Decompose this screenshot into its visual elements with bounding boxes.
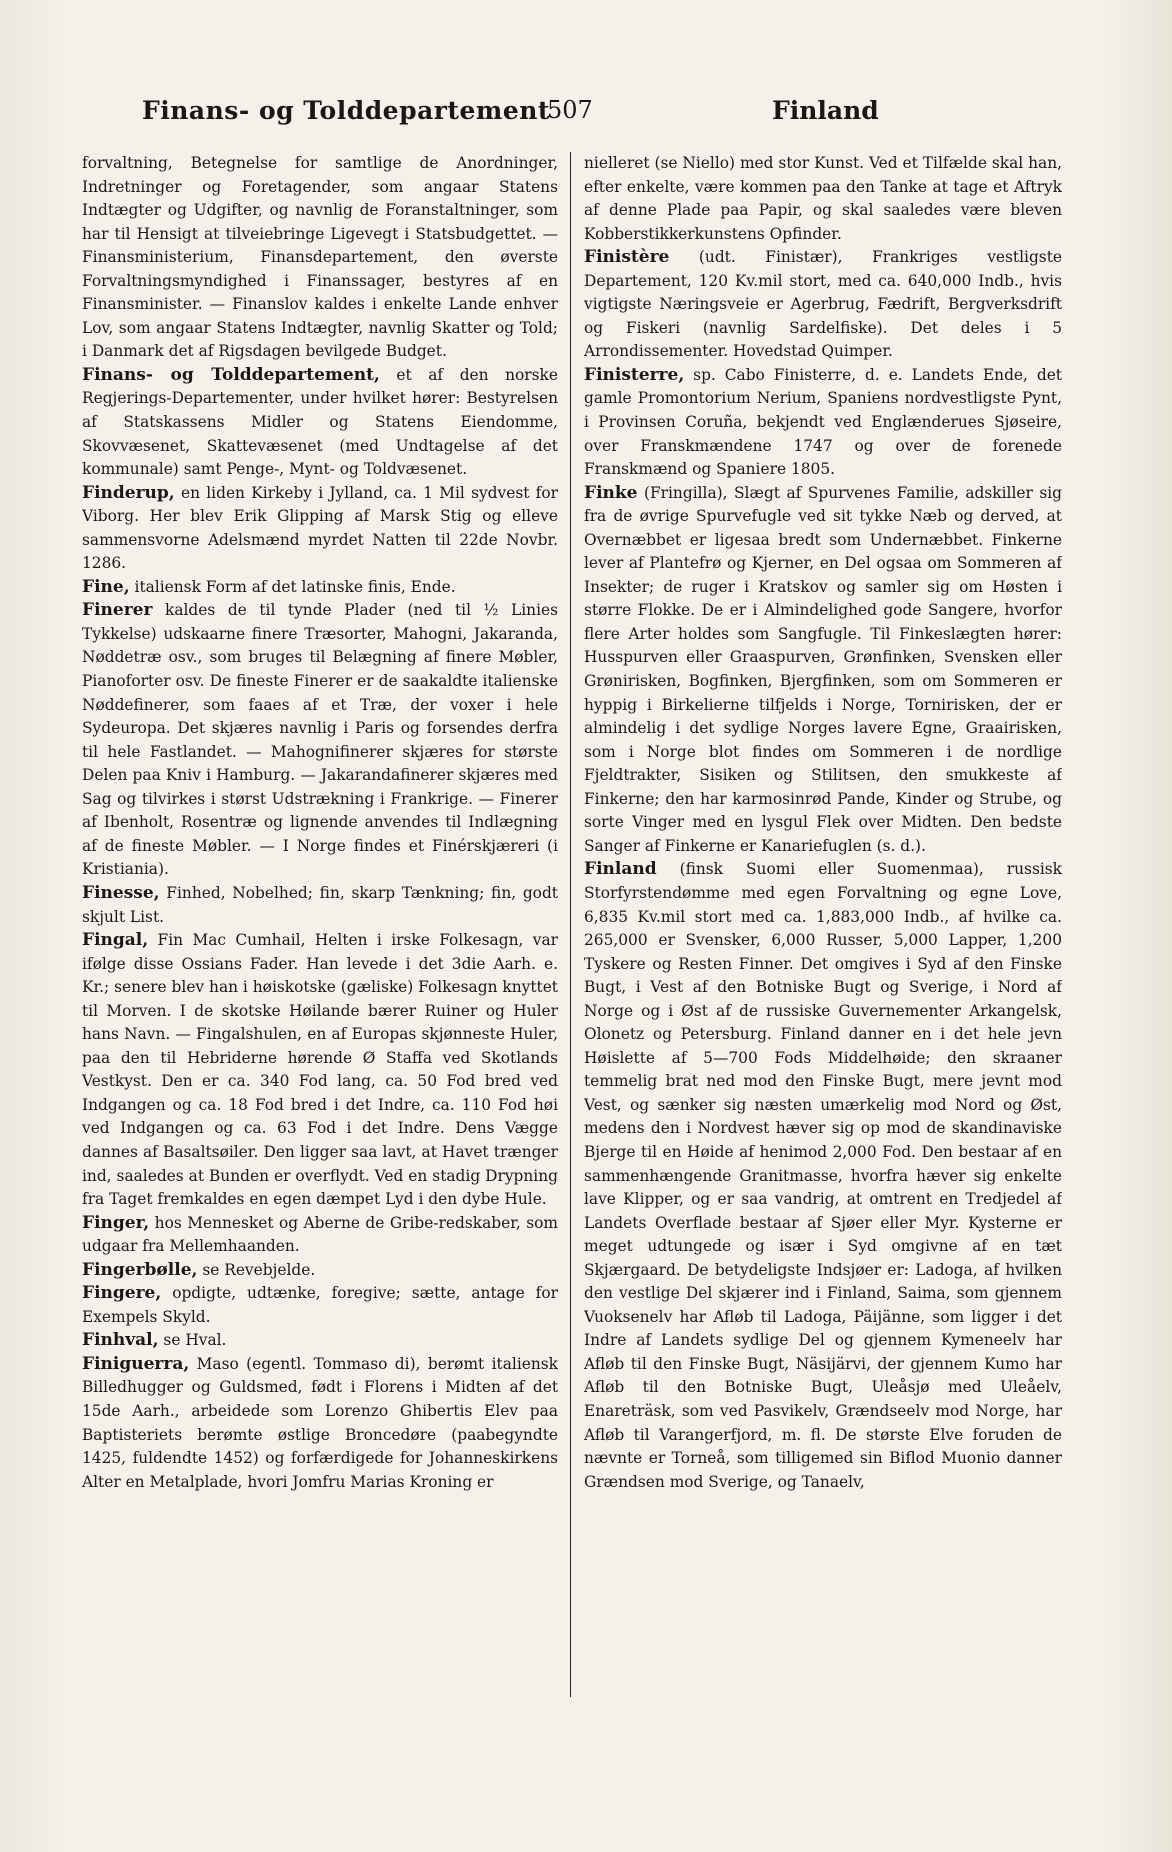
- entry-text: opdigte, udtænke, foregive; sætte, antage for Exempels Skyld.: [82, 1284, 558, 1326]
- header-right-title: Finland: [772, 96, 879, 125]
- entry-headword: Finerer: [82, 600, 153, 621]
- entry-text: Finhed, Nobelhed; fin, skarp Tænkning; fin, godt skjult List.: [82, 883, 558, 926]
- header-left-title: Finans- og Tolddepartement: [142, 96, 550, 125]
- entry-text: forvaltning, Betegnelse for samtlige de Anordninger, Indretninger og Foretagender, som angaar Statens Indtægter og Udgifter, og navnlig de Foranstaltninger, som har til Hensigt at tilveiebringe Ligevegt i Statsbudgettet. — Finansministerium, Finansdepartement, den øverste Forvaltningsmyndighed i Finanssager, bestyres af en Finansminister. — Finanslov kaldes i enkelte Lande enhver Lov, som angaar Statens Indtægter, navnlig Skatter og Told; i Danmark det af Rigsdagen bevilgede Budget.: [82, 154, 558, 361]
- entry-text: (udt. Finistær), Frankriges vestligste Departement, 120 Kv.mil stort, med ca. 640,000 Indb., hvis vigtigste Næringsveie er Agerbrug, Fædrift, Bergverksdrift og Fiskeri (navnlig Sardelfiske). Det deles i 5 Arrondissementer. Hovedstad Quimper.: [584, 248, 1062, 361]
- entry-text: se Revebjelde.: [197, 1260, 316, 1279]
- entry-headword: Finistère: [584, 247, 670, 268]
- entry: [82, 1282, 558, 1329]
- entry-headword: Finke: [584, 482, 638, 503]
- entry-headword: Finesse,: [82, 882, 160, 903]
- entry: [82, 482, 558, 576]
- entry-headword: Fingal,: [82, 930, 149, 951]
- running-header: [82, 96, 1092, 136]
- entry-text: nielleret (se Niello) med stor Kunst. Ved et Tilfælde skal han, efter enkelte, være kommen paa den Tanke at tage et Aftryk af denne Plade paa Papir, og skal saaledes være bleven Kobberstikkerkunstens Opfinder.: [584, 154, 1062, 243]
- entry: [82, 576, 558, 600]
- entry-text: (Fringilla), Slægt af Spurvenes Familie, adskiller sig fra de øvrige Spurvefugle ved sit tykke Næb og derved, at Overnæbbet er ligesaa bredt som Undernæbbet. Finkerne lever af Plantefrø og Kjerner, en Del ogsaa om Sommeren af Insekter; de ruger i Kratskov og samler sig om Høsten i større Flokke. De er i Almindelighed gode Sangere, hvorfor flere Arter holdes som Sangfugle. Til Finkeslægten hører: Husspurven eller Graaspurven, Grønfinken, Svensken eller Grønirisken, Bogfinken, Bjergfinken, som om Sommeren er hyppig i Birkelierne tilfjelds i Norge, Tornirisken, der er almindelig i det sydlige Norges lavere Egne, Graairisken, som i Norge blot findes om Sommeren i de nordlige Fjeldtrakter, Sisiken og Stilitsen, den smukkeste af Finkerne; den har karmosinrød Pande, Kinder og Strube, og sorte Vinger med en lysgul Flek over Midten. Den bedste Sanger af Finkerne er Kanariefuglen (s. d.).: [584, 483, 1062, 855]
- entry: [584, 364, 1062, 482]
- right-column: [584, 152, 1062, 1792]
- column-divider: [570, 152, 571, 1697]
- entry-text: hos Mennesket og Aberne de Gribe-redskaber, som udgaar fra Mellemhaanden.: [82, 1213, 558, 1256]
- entry-headword: Fine,: [82, 576, 130, 597]
- entry-headword: Fingerbølle,: [82, 1259, 198, 1280]
- entry: [82, 1212, 558, 1259]
- entry-text: Fin Mac Cumhail, Helten i irske Folkesagn, var ifølge disse Ossians Fader. Han levede i det 3die Aarh. e. Kr.; senere blev han i høiskotske (gæliske) Folkesagn knyttet til Morven. I de skotske Høilande bærer Ruiner og Huler hans Navn. — Fingalshulen, en af Europas skjønneste Huler, paa den til Hebriderne hørende Ø Staffa ved Skotlands Vestkyst. Den er ca. 340 Fod lang, ca. 50 Fod bred ved Indgangen og ca. 18 Fod bred i det Indre, ca. 110 Fod høi ved Indgangen og ca. 63 Fod i det Indre. Dens Vægge dannes af Basaltsøiler. Den ligger saa lavt, at Havet trænger ind, saaledes at Bunden er overflydt. Ved en stadig Drypning fra Taget fremkaldes en egen dæmpet Lyd i den dybe Hule.: [82, 931, 558, 1209]
- entry-headword: Finiguerra,: [82, 1353, 190, 1374]
- left-column: [82, 152, 558, 1792]
- entry-text: kaldes de til tynde Plader (ned til ½ Linies Tykkelse) udskaarne finere Træsorter, Mahogni, Jakaranda, Nøddetræ osv., som bruges til Belægning af finere Møbler, Pianoforter osv. De fineste Finerer er de saakaldte italienske Nøddefinerer, som faaes af et Træ, der voxer i hele Sydeuropa. Det skjæres navnlig i Paris og forsendes derfra til hele Fastlandet. — Mahognifinerer skjæres for største Delen paa Kniv i Hamburg. — Jakarandafinerer skjæres med Sag og tilvirkes i størst Udstrækning i Frankrige. — Finerer af Ibenholt, Rosentræ og lignende anvendes til Indlægning af de fineste Møbler. — I Norge findes et Finérskjæreri (i Kristiania).: [82, 601, 558, 879]
- entry: [82, 364, 558, 482]
- entry-headword: Finisterre,: [584, 364, 685, 385]
- entry-headword: Finger,: [82, 1212, 150, 1233]
- entry: [584, 246, 1062, 364]
- page-number: 507: [547, 96, 593, 124]
- entry: [82, 929, 558, 1212]
- entry-text: en liden Kirkeby i Jylland, ca. 1 Mil sydvest for Viborg. Her blev Erik Glipping af Marsk Stig og elleve sammensvorne Adelsmænd myrdet Natten til 22de Novbr. 1286.: [82, 483, 558, 573]
- entry: [584, 858, 1062, 1494]
- entry: [584, 482, 1062, 859]
- entry: [584, 152, 1062, 246]
- entry-text: Maso (egentl. Tommaso di), berømt italiensk Billedhugger og Guldsmed, født i Florens i Midten af det 15de Aarh., arbeidede som Lorenzo Ghibertis Elev paa Baptisteriets berømte østlige Broncedøre (paabegyndte 1425, fuldendte 1452) og forfærdigede for Johanneskirkens Alter en Metalplade, hvori Jomfru Marias Kroning er: [82, 1354, 558, 1491]
- entry-text: (finsk Suomi eller Suomenmaa), russisk Storfyrstendømme med egen Forvaltning og egne Love, 6,835 Kv.mil stort med ca. 1,883,000 Indb., af hvilke ca. 265,000 er Svensker, 6,000 Russer, 5,000 Lapper, 1,200 Tyskere og Resten Finner. Det omgives i Syd af den Finske Bugt, i Vest af den Botniske Bugt og Sverige, i Nord af Norge og i Øst af de russiske Guvernementer Arkangelsk, Olonetz og Petersburg. Finland danner en i det hele jevn Høislette af 5—700 Fods Middelhøide; den skraaner temmelig brat ned mod den Finske Bugt, mere jevnt mod Vest, og sænker sig næsten umærkelig mod Nord og Øst, medens den i Nordvest hæver sig op mod de skandinaviske Bjerge til en Høide af henimod 2,000 Fod. Den bestaar af en sammenhængende Granitmasse, hvorfra hæver sig enkelte lave Klipper, og er saa vandrig, at omtrent en Tredjedel af Landets Overflade bestaar af Sjøer eller Myr. Kysterne er meget udtungede og især i Syd omgivne af en tæt Skjærgaard. De betydeligste Indsjøer er: Ladoga, af hvilken den vestlige Del skjærer ind i Finland, Saima, som gjennem Vuoksenelv har Afløb til Ladoga, Päijänne, som ligger i det Indre af Landets sydlige Del og gjennem Kymeneelv har Afløb til den Finske Bugt, Näsijärvi, der gjennem Kumo har Afløb til den Botniske Bugt, Uleåsjø med Uleåelv, Enareträsk, som ved Pasvikelv, Grændseelv mod Norge, har Afløb til Varangerfjord, m. fl. De største Elve foruden de nævnte er Torneå, som tilligemed sin Biflod Muonio danner Grændsen mod Sverige, og Tanaelv,: [584, 860, 1062, 1491]
- entry-text: se Hval.: [158, 1331, 227, 1350]
- entry-headword: Finans- og Tolddepartement,: [82, 364, 380, 385]
- entry: [82, 1329, 558, 1353]
- entry-headword: Finland: [584, 859, 657, 880]
- entry: [82, 1259, 558, 1283]
- entry-text: sp. Cabo Finisterre, d. e. Landets Ende, det gamle Promontorium Nerium, Spaniens nordvestligste Pynt, i Provinsen Coruña, bekjendt ved Englænderues Sjøseire, over Franskmændene 1747 og over de forenede Franskmænd og Spaniere 1805.: [584, 365, 1062, 479]
- entry-headword: Fingere,: [82, 1283, 162, 1304]
- entry: [82, 882, 558, 929]
- entry-text: et af den norske Regjerings-Departementer, under hvilket hører: Bestyrelsen af Statskassens Midler og Statens Eiendomme, Skovvæsenet, Skattevæsenet (med Undtagelse af det kommunale) samt Penge-, Mynt- og Toldvæsenet.: [82, 365, 558, 479]
- entry: [82, 1353, 558, 1494]
- entry-text: italiensk Form af det latinske finis, Ende.: [129, 577, 456, 596]
- entry-headword: Finderup,: [82, 482, 175, 503]
- entry: [82, 152, 558, 364]
- entry: [82, 599, 558, 882]
- entry-headword: Finhval,: [82, 1330, 159, 1351]
